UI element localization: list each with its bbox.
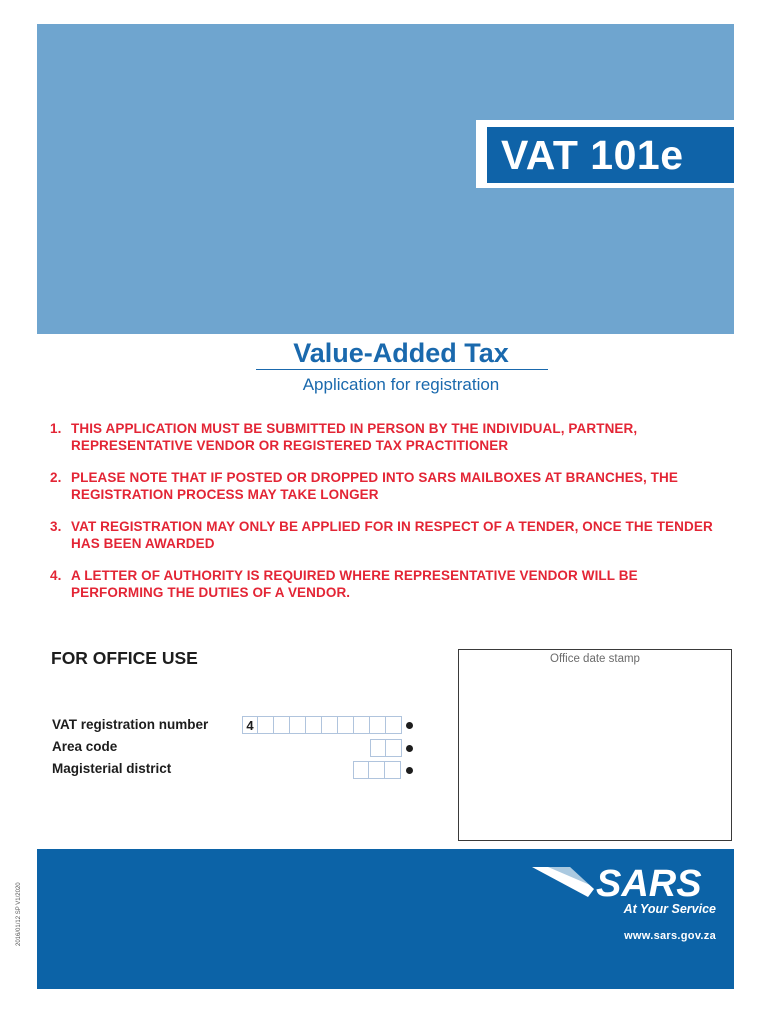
office-date-stamp-box xyxy=(458,649,732,841)
vat-number-cell[interactable] xyxy=(354,716,370,734)
form-code-title: VAT 101e xyxy=(487,127,734,183)
notice-text: VAT REGISTRATION MAY ONLY BE APPLIED FOR IN RESPECT OF A TENDER, ONCE THE TENDER HAS BEEN AWARDED xyxy=(71,519,713,551)
notice-number: 3. xyxy=(50,519,62,534)
sars-website-link[interactable]: www.sars.gov.za xyxy=(624,930,716,942)
page-subtitle: Application for registration xyxy=(302,375,500,394)
title-divider xyxy=(256,369,548,370)
magisterial-district-cell[interactable] xyxy=(353,761,369,779)
notice-text: THIS APPLICATION MUST BE SUBMITTED IN PERSON BY THE INDIVIDUAL, PARTNER, REPRESENTATIVE VENDOR OR REGISTERED TAX PRACTITIONER xyxy=(71,421,638,453)
form-version-code: 2016/01/12 SP V1/2020 xyxy=(16,882,22,946)
notice-number: 1. xyxy=(50,421,62,436)
vat-number-cell[interactable] xyxy=(258,716,274,734)
notice-item xyxy=(50,469,730,503)
vat-number-input[interactable] xyxy=(242,716,402,734)
field-end-bullet-icon xyxy=(406,722,413,729)
notice-item xyxy=(50,420,730,454)
vat-number-cell[interactable] xyxy=(306,716,322,734)
notice-item xyxy=(50,518,730,552)
area-code-cell[interactable] xyxy=(370,739,386,757)
sars-logo-wordmark: SARS xyxy=(596,863,702,901)
area-code-input[interactable] xyxy=(370,739,402,757)
field-end-bullet-icon xyxy=(406,767,413,774)
notice-number: 2. xyxy=(50,470,62,485)
area-code-cell[interactable] xyxy=(386,739,402,757)
notice-item xyxy=(50,567,730,601)
vat-number-cell[interactable] xyxy=(370,716,386,734)
field-end-bullet-icon xyxy=(406,745,413,752)
vat-number-cell[interactable]: 4 xyxy=(242,716,258,734)
notice-number: 4. xyxy=(50,568,62,583)
notice-text: PLEASE NOTE THAT IF POSTED OR DROPPED INTO SARS MAILBOXES AT BRANCHES, THE REGISTRATION PROCESS MAY TAKE LONGER xyxy=(71,470,678,502)
office-use-heading: FOR OFFICE USE xyxy=(51,648,198,668)
notice-list xyxy=(50,420,730,616)
vat-number-cell[interactable] xyxy=(338,716,354,734)
magisterial-district-input[interactable] xyxy=(353,761,401,779)
office-date-stamp-label: Office date stamp xyxy=(550,653,640,665)
page-title: Value-Added Tax xyxy=(293,338,509,368)
sars-logo-icon xyxy=(530,861,716,901)
vat-number-label: VAT registration number xyxy=(52,717,209,732)
magisterial-district-label: Magisterial district xyxy=(52,761,172,776)
notice-text: A LETTER OF AUTHORITY IS REQUIRED WHERE REPRESENTATIVE VENDOR WILL BE PERFORMING THE DUTIES OF A VENDOR. xyxy=(71,568,638,600)
vat-number-cell[interactable] xyxy=(274,716,290,734)
vat-number-cell[interactable] xyxy=(386,716,402,734)
sars-tagline: At Your Service xyxy=(623,902,716,916)
magisterial-district-cell[interactable] xyxy=(369,761,385,779)
vat-number-cell[interactable] xyxy=(322,716,338,734)
area-code-label: Area code xyxy=(52,739,118,754)
magisterial-district-cell[interactable] xyxy=(385,761,401,779)
vat-number-cell[interactable] xyxy=(290,716,306,734)
